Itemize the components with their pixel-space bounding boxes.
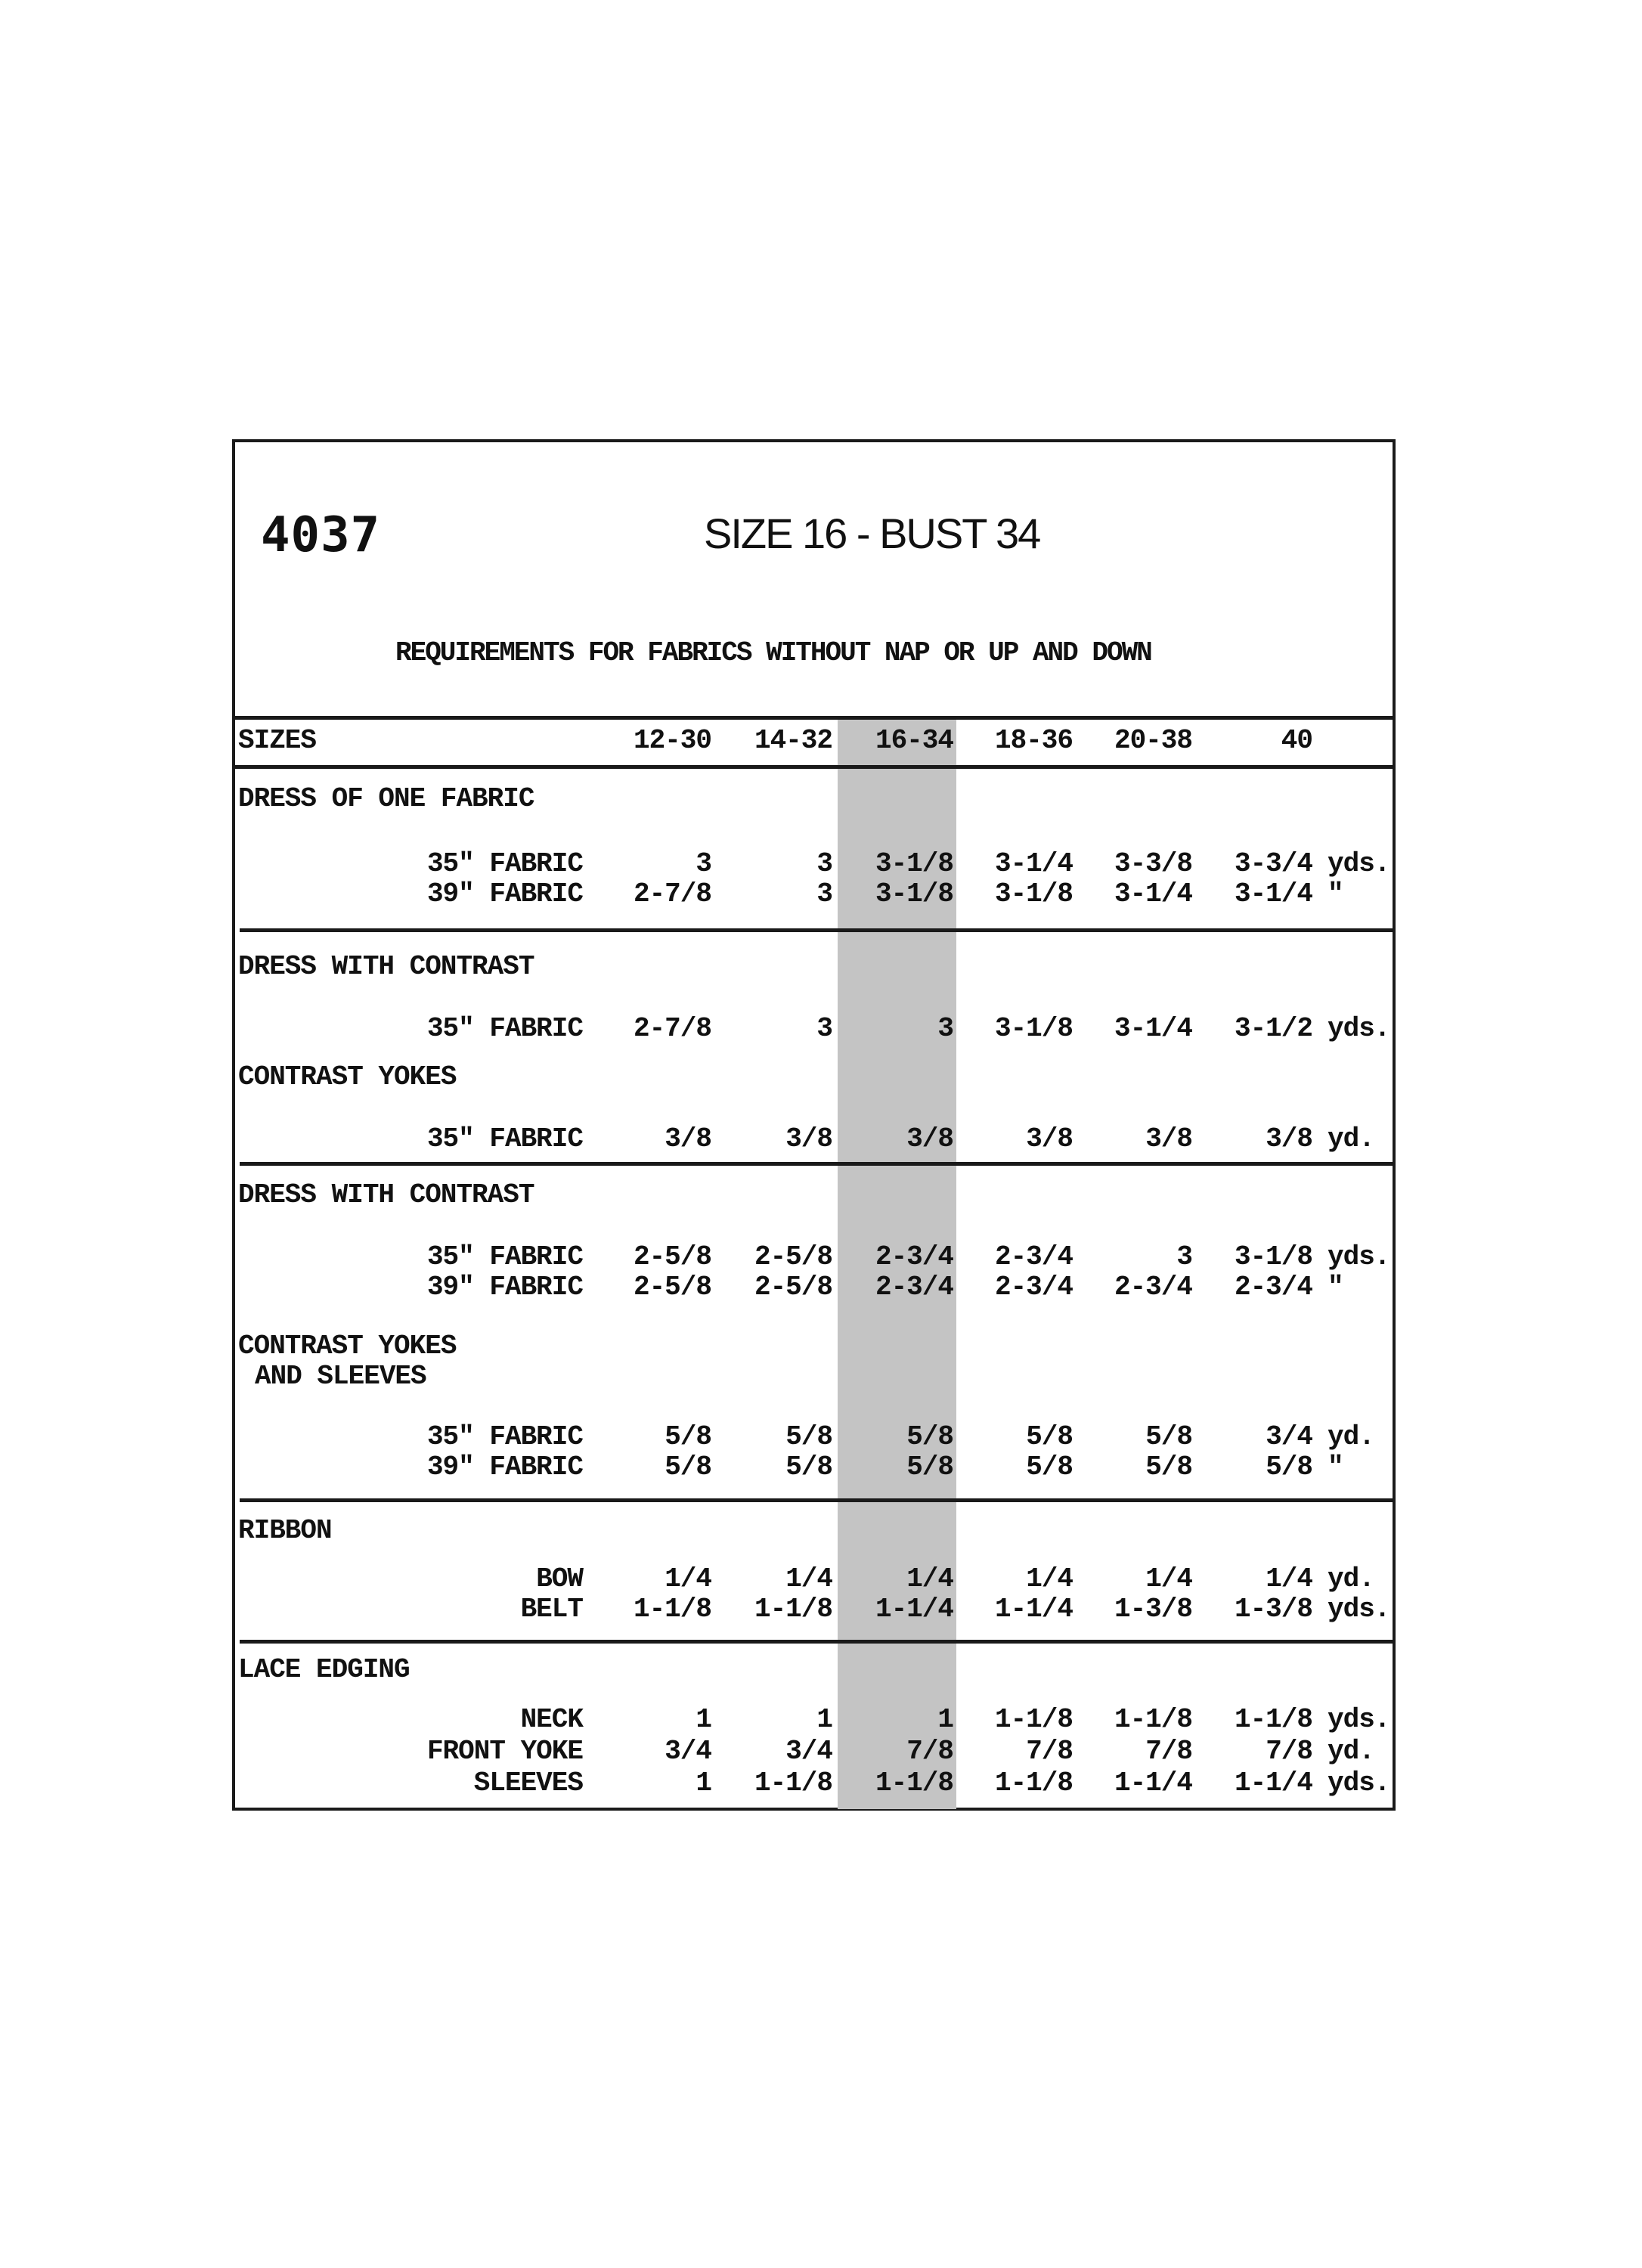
ribbon-bow-cell-20-38: 1/4 [1145,1563,1192,1594]
size-column-header-20-38: 20-38 [1114,725,1192,756]
subsection-title-contrast-yokes-line1: CONTRAST YOKES [238,1331,457,1362]
dress-one-fabric-39-cell-16-34: 3-1/8 [875,878,953,909]
contrast-yokes-35-cell-16-34: 3/8 [906,1123,953,1154]
rule-section-3 [240,1162,1393,1166]
ribbon-belt-label: BELT [520,1594,583,1625]
yokes-sleeves-35-label: 35" FABRIC [426,1421,583,1452]
lace-front-yoke-cell-12-30: 3/4 [665,1736,711,1767]
contrast-yokes-35-cell-12-30: 3/8 [665,1123,711,1154]
rule-top [235,716,1393,720]
dress-contrast-2-35-cell-18-36: 2-3/4 [994,1241,1073,1272]
dress-one-fabric-35-cell-20-38: 3-3/8 [1114,848,1192,879]
dress-contrast-2-39-cell-40: 2-3/4 [1234,1272,1312,1303]
section-title-lace-edging: LACE EDGING [238,1654,410,1685]
dress-one-fabric-35-cell-16-34: 3-1/8 [875,848,953,879]
dress-contrast-2-39-unit: " [1328,1272,1343,1303]
ribbon-belt-cell-16-34: 1-1/4 [875,1594,953,1625]
lace-sleeves-cell-40: 1-1/4 [1234,1768,1312,1799]
lace-neck-cell-20-38: 1-1/8 [1114,1704,1192,1735]
lace-front-yoke-unit: yd. [1328,1736,1374,1767]
dress-one-fabric-35-cell-12-30: 3 [696,848,711,879]
dress-contrast-2-39-cell-12-30: 2-5/8 [633,1272,711,1303]
section-title-ribbon: RIBBON [238,1515,332,1546]
dress-contrast-2-39-cell-18-36: 2-3/4 [994,1272,1073,1303]
dress-contrast-2-39-cell-14-32: 2-5/8 [754,1272,832,1303]
lace-sleeves-cell-16-34: 1-1/8 [875,1768,953,1799]
ribbon-bow-unit: yd. [1328,1563,1374,1594]
rule-sizes [235,765,1393,769]
yokes-sleeves-35-cell-20-38: 5/8 [1145,1421,1192,1452]
size-title: SIZE 16 - BUST 34 [704,510,1040,557]
dress-contrast-2-35-cell-16-34: 2-3/4 [875,1241,953,1272]
rule-section-4 [240,1498,1393,1502]
dress-contrast-2-35-unit: yds. [1328,1241,1390,1272]
size-column-header-16-34: 16-34 [875,725,953,756]
yokes-sleeves-35-cell-18-36: 5/8 [1026,1421,1073,1452]
dress-one-fabric-39-label: 39" FABRIC [426,878,583,909]
dress-contrast-2-35-label: 35" FABRIC [426,1241,583,1272]
yokes-sleeves-35-cell-12-30: 5/8 [665,1421,711,1452]
yokes-sleeves-39-cell-20-38: 5/8 [1145,1452,1192,1483]
ribbon-belt-cell-14-32: 1-1/8 [754,1594,832,1625]
yokes-sleeves-39-cell-40: 5/8 [1266,1452,1312,1483]
sizes-label: SIZES [238,725,317,756]
dress-one-fabric-39-cell-20-38: 3-1/4 [1114,878,1192,909]
lace-sleeves-label: SLEEVES [473,1768,583,1799]
dress-contrast-2-39-cell-20-38: 2-3/4 [1114,1272,1192,1303]
ribbon-bow-cell-16-34: 1/4 [906,1563,953,1594]
lace-sleeves-cell-18-36: 1-1/8 [994,1768,1073,1799]
dress-contrast-2-39-cell-16-34: 2-3/4 [875,1272,953,1303]
dress-one-fabric-35-cell-40: 3-3/4 [1234,848,1312,879]
yokes-sleeves-35-cell-16-34: 5/8 [906,1421,953,1452]
dress-contrast-35-cell-16-34: 3 [937,1013,953,1044]
dress-contrast-2-35-cell-12-30: 2-5/8 [633,1241,711,1272]
section-title-dress-with-contrast: DRESS WITH CONTRAST [238,951,534,982]
dress-contrast-35-label: 35" FABRIC [426,1013,583,1044]
lace-front-yoke-cell-16-34: 7/8 [906,1736,953,1767]
rule-section-2 [240,928,1393,932]
requirements-heading: REQUIREMENTS FOR FABRICS WITHOUT NAP OR UP AND DOWN [395,637,1151,668]
lace-neck-cell-16-34: 1 [937,1704,953,1735]
subsection-title-contrast-yokes-line2: AND SLEEVES [255,1361,426,1392]
contrast-yokes-35-cell-18-36: 3/8 [1026,1123,1073,1154]
contrast-yokes-35-unit: yd. [1328,1123,1374,1154]
ribbon-bow-cell-18-36: 1/4 [1026,1563,1073,1594]
lace-front-yoke-cell-18-36: 7/8 [1026,1736,1073,1767]
ribbon-belt-cell-40: 1-3/8 [1234,1594,1312,1625]
yokes-sleeves-39-cell-18-36: 5/8 [1026,1452,1073,1483]
dress-one-fabric-35-cell-14-32: 3 [816,848,832,879]
ribbon-bow-cell-12-30: 1/4 [665,1563,711,1594]
yokes-sleeves-35-unit: yd. [1328,1421,1374,1452]
dress-one-fabric-39-cell-40: 3-1/4 [1234,878,1312,909]
ribbon-belt-unit: yds. [1328,1594,1390,1625]
dress-one-fabric-39-unit: " [1328,878,1343,909]
lace-sleeves-cell-20-38: 1-1/4 [1114,1768,1192,1799]
section-title-dress-with-contrast-2: DRESS WITH CONTRAST [238,1179,534,1210]
yokes-sleeves-35-cell-40: 3/4 [1266,1421,1312,1452]
size-column-header-40: 40 [1281,725,1312,756]
dress-contrast-35-cell-20-38: 3-1/4 [1114,1013,1192,1044]
yokes-sleeves-39-cell-14-32: 5/8 [785,1452,832,1483]
section-title-dress-one-fabric: DRESS OF ONE FABRIC [238,783,534,814]
lace-front-yoke-label: FRONT YOKE [426,1736,583,1767]
ribbon-bow-label: BOW [536,1563,583,1594]
dress-contrast-2-35-cell-40: 3-1/8 [1234,1241,1312,1272]
dress-contrast-35-cell-18-36: 3-1/8 [994,1013,1073,1044]
contrast-yokes-35-cell-14-32: 3/8 [785,1123,832,1154]
dress-contrast-35-cell-12-30: 2-7/8 [633,1013,711,1044]
lace-neck-cell-12-30: 1 [696,1704,711,1735]
ribbon-belt-cell-12-30: 1-1/8 [633,1594,711,1625]
dress-one-fabric-35-label: 35" FABRIC [426,848,583,879]
requirements-sheet [232,439,1396,1811]
subsection-title-contrast-yokes: CONTRAST YOKES [238,1061,457,1092]
ribbon-belt-cell-18-36: 1-1/4 [994,1594,1073,1625]
lace-front-yoke-cell-20-38: 7/8 [1145,1736,1192,1767]
ribbon-bow-cell-14-32: 1/4 [785,1563,832,1594]
dress-one-fabric-39-cell-14-32: 3 [816,878,832,909]
contrast-yokes-35-label: 35" FABRIC [426,1123,583,1154]
size-column-header-14-32: 14-32 [754,725,832,756]
lace-sleeves-unit: yds. [1328,1768,1390,1799]
lace-neck-cell-14-32: 1 [816,1704,832,1735]
ribbon-belt-cell-20-38: 1-3/8 [1114,1594,1192,1625]
dress-contrast-35-cell-40: 3-1/2 [1234,1013,1312,1044]
contrast-yokes-35-cell-20-38: 3/8 [1145,1123,1192,1154]
yokes-sleeves-35-cell-14-32: 5/8 [785,1421,832,1452]
lace-sleeves-cell-14-32: 1-1/8 [754,1768,832,1799]
lace-neck-cell-18-36: 1-1/8 [994,1704,1073,1735]
lace-sleeves-cell-12-30: 1 [696,1768,711,1799]
size-column-header-12-30: 12-30 [633,725,711,756]
yokes-sleeves-39-unit: " [1328,1452,1343,1483]
size-column-header-18-36: 18-36 [994,725,1073,756]
dress-contrast-2-35-cell-14-32: 2-5/8 [754,1241,832,1272]
ribbon-bow-cell-40: 1/4 [1266,1563,1312,1594]
dress-one-fabric-39-cell-12-30: 2-7/8 [633,878,711,909]
dress-contrast-35-cell-14-32: 3 [816,1013,832,1044]
pattern-number: 4037 [261,507,381,563]
yokes-sleeves-39-label: 39" FABRIC [426,1452,583,1483]
lace-neck-unit: yds. [1328,1704,1390,1735]
dress-one-fabric-39-cell-18-36: 3-1/8 [994,878,1073,909]
lace-front-yoke-cell-14-32: 3/4 [785,1736,832,1767]
rule-section-5 [240,1640,1393,1644]
yokes-sleeves-39-cell-16-34: 5/8 [906,1452,953,1483]
dress-contrast-2-39-label: 39" FABRIC [426,1272,583,1303]
lace-neck-label: NECK [520,1704,583,1735]
lace-front-yoke-cell-40: 7/8 [1266,1736,1312,1767]
dress-contrast-2-35-cell-20-38: 3 [1176,1241,1192,1272]
contrast-yokes-35-cell-40: 3/8 [1266,1123,1312,1154]
dress-one-fabric-35-unit: yds. [1328,848,1390,879]
lace-neck-cell-40: 1-1/8 [1234,1704,1312,1735]
yokes-sleeves-39-cell-12-30: 5/8 [665,1452,711,1483]
dress-contrast-35-unit: yds. [1328,1013,1390,1044]
dress-one-fabric-35-cell-18-36: 3-1/4 [994,848,1073,879]
